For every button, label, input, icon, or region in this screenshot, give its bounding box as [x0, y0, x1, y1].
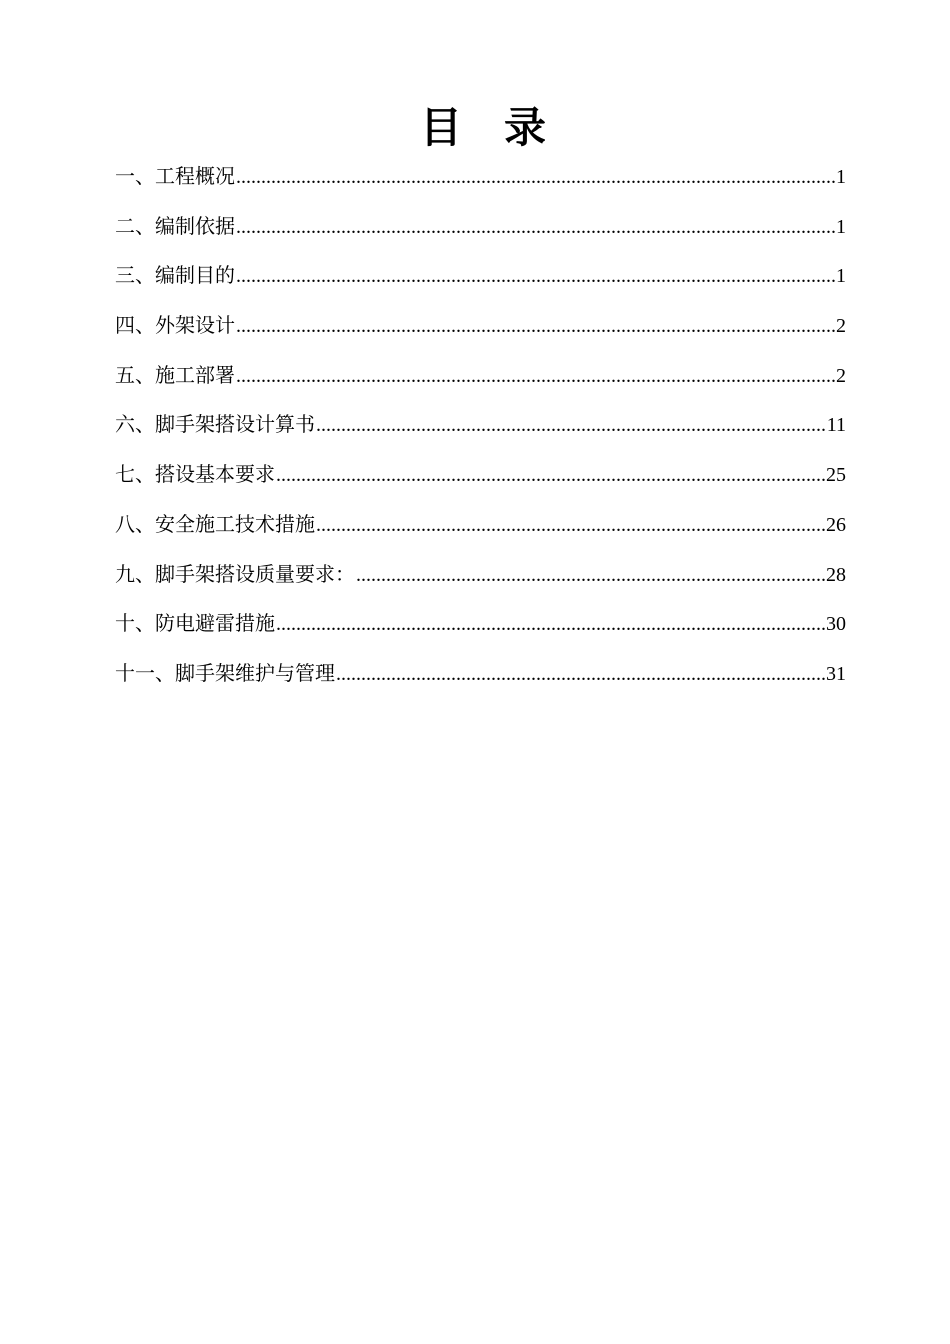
toc-entry-page: 1 [836, 265, 846, 288]
toc-entry-page: 28 [826, 563, 846, 586]
toc-entry-page: 26 [826, 513, 846, 536]
toc-title-char-2: 录 [504, 103, 547, 152]
toc-entry-page: 1 [836, 215, 846, 238]
toc-entry-6[interactable] [115, 403, 846, 453]
toc-entry-page: 31 [826, 662, 846, 685]
toc-entry-label: 六、脚手架搭设计算书 [115, 412, 315, 437]
toc-dot-leader [236, 305, 835, 347]
toc-dot-leader [276, 454, 825, 496]
toc-list [115, 155, 846, 702]
toc-entry-label: 二、编制依据 [115, 213, 235, 238]
toc-entry-label: 四、外架设计 [115, 313, 235, 338]
toc-entry-label: 三、编制目的 [115, 263, 235, 288]
toc-entry-label: 九、脚手架搭设质量要求： [115, 561, 355, 586]
toc-entry-4[interactable] [115, 304, 846, 354]
toc-dot-leader [236, 156, 835, 198]
toc-entry-2[interactable] [115, 205, 846, 255]
toc-dot-leader [236, 206, 835, 248]
toc-title [0, 98, 950, 158]
toc-dot-leader [276, 603, 825, 645]
toc-entry-page: 1 [836, 166, 846, 188]
toc-entry-label: 八、安全施工技术措施 [115, 511, 315, 536]
toc-entry-page: 30 [826, 613, 846, 636]
toc-entry-page: 2 [836, 364, 846, 387]
toc-entry-page: 25 [826, 464, 846, 487]
toc-entry-9[interactable] [115, 553, 846, 603]
toc-entry-page: 2 [836, 315, 846, 338]
toc-entry-1[interactable] [115, 155, 846, 205]
toc-entry-page: 11 [826, 414, 846, 437]
toc-dot-leader [356, 554, 825, 596]
toc-title-char-1: 目 [419, 103, 462, 152]
toc-dot-leader [236, 355, 835, 397]
toc-entry-8[interactable] [115, 503, 846, 553]
toc-entry-label: 十一、脚手架维护与管理 [115, 660, 335, 685]
toc-entry-3[interactable] [115, 254, 846, 304]
toc-entry-5[interactable] [115, 354, 846, 404]
toc-entry-label: 七、搭设基本要求 [115, 462, 275, 487]
toc-dot-leader [316, 404, 826, 446]
toc-dot-leader [336, 653, 825, 695]
toc-entry-7[interactable] [115, 453, 846, 503]
toc-entry-label: 五、施工部署 [115, 362, 235, 387]
toc-entry-10[interactable] [115, 602, 846, 652]
toc-entry-11[interactable] [115, 652, 846, 702]
toc-dot-leader [316, 504, 825, 546]
toc-entry-label: 十、防电避雷措施 [115, 611, 275, 636]
toc-entry-label: 一、工程概况 [115, 164, 235, 188]
toc-dot-leader [236, 255, 835, 297]
